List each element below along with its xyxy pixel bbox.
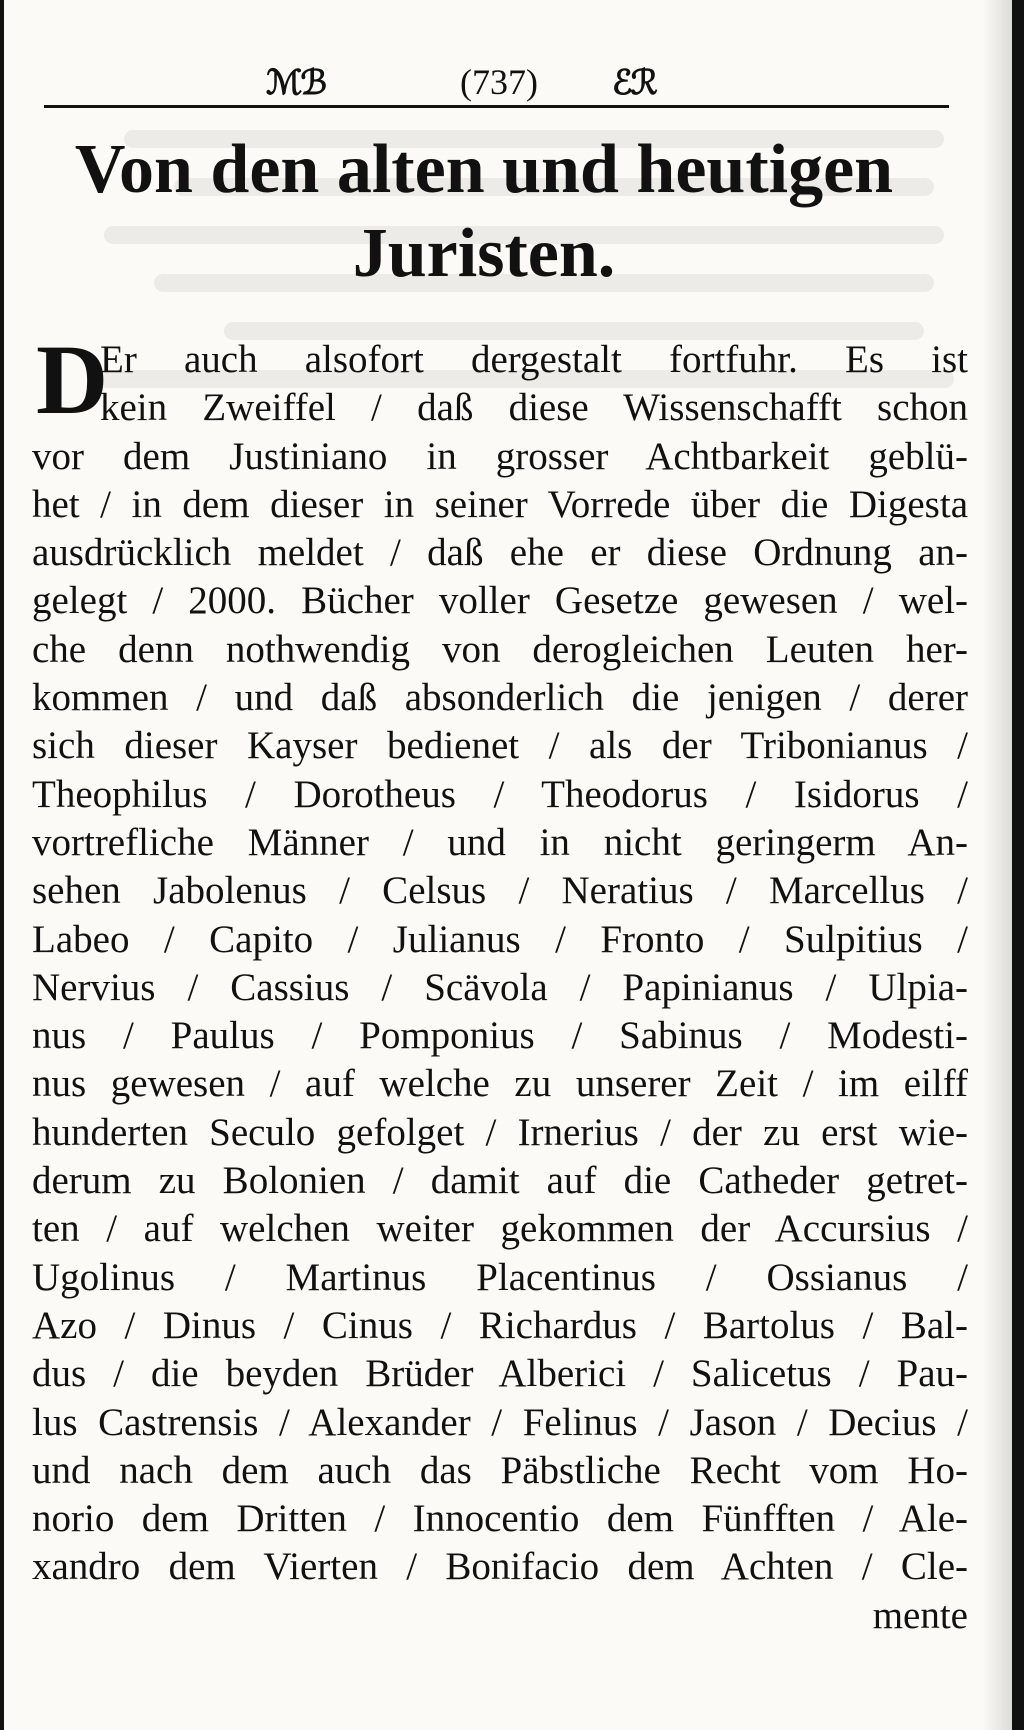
text-line: Ugolinus / Martinus Placentinus / Ossianus / [32, 1255, 968, 1299]
book-page [4, 0, 1012, 1730]
text-line: Labeo / Capito / Julianus / Fronto / Sulpitius / [32, 917, 968, 961]
header-ornament-left: ℳℬ [266, 63, 326, 103]
header-rule [44, 105, 949, 108]
text-line: che denn nothwendig von derogleichen Leuten her- [32, 627, 968, 671]
text-line: dus / die beyden Brüder Alberici / Salicetus / Pau- [32, 1352, 968, 1396]
text-line: sich dieser Kayser bedienet / als der Tribonianus / [32, 724, 968, 768]
page-edge-shadow [982, 0, 1012, 1730]
text-line: Nervius / Cassius / Scävola / Papinianus / Ulpia- [32, 965, 968, 1009]
text-line: hunderten Seculo gefolget / Irnerius / der zu erst wie- [32, 1110, 968, 1154]
text-line: Theophilus / Dorotheus / Theodorus / Isidorus / [32, 772, 968, 816]
text-line: derum zu Bolonien / damit auf die Catheder getret- [32, 1159, 968, 1203]
text-line: ausdrücklich meldet / daß ehe er diese Ordnung an- [32, 531, 968, 575]
drop-cap-initial: D [36, 324, 109, 435]
text-line: gelegt / 2000. Bücher voller Gesetze gewesen / wel- [32, 579, 968, 623]
text-line: nus / Paulus / Pomponius / Sabinus / Modesti- [32, 1014, 968, 1058]
text-line: ten / auf welchen weiter gekommen der Accursius / [32, 1207, 968, 1251]
text-line: Azo / Dinus / Cinus / Richardus / Bartolus / Bal- [32, 1303, 968, 1347]
body-text [32, 324, 968, 1640]
catchword: mente [872, 1593, 968, 1637]
text-line: und nach dem auch das Päbstliche Recht vom Ho- [32, 1448, 968, 1492]
page-number: (737) [460, 62, 538, 102]
text-line: kein Zweiffel / daß diese Wissenschafft schon [100, 386, 968, 430]
text-line: sehen Jabolenus / Celsus / Neratius / Marcellus / [32, 869, 968, 913]
chapter-title-line-1: Von den alten und heutigen [74, 131, 894, 208]
chapter-title-line-2: Juristen. [352, 215, 616, 292]
text-line: kommen / und daß absonderlich die jenigen / derer [32, 676, 968, 720]
chapter-title [64, 128, 904, 296]
text-line: xandro dem Vierten / Bonifacio dem Achten / Cle- [32, 1545, 968, 1589]
text-line: het / in dem dieser in seiner Vorrede über die Digesta [32, 482, 968, 526]
text-line: nus gewesen / auf welche zu unserer Zeit / im eilff [32, 1062, 968, 1106]
text-line: vor dem Justiniano in grosser Achtbarkeit geblü- [32, 434, 968, 478]
header-ornament-right: ℰℛ [612, 63, 656, 103]
text-line: norio dem Dritten / Innocentio dem Fünfften / Ale- [32, 1497, 968, 1541]
running-header [44, 55, 949, 111]
text-line: Er auch alsofort dergestalt fortfuhr. Es ist [100, 338, 968, 381]
text-line: vortrefliche Männer / und in nicht geringerm An- [32, 820, 968, 864]
text-line: lus Castrensis / Alexander / Felinus / Jason / Decius / [32, 1400, 968, 1444]
